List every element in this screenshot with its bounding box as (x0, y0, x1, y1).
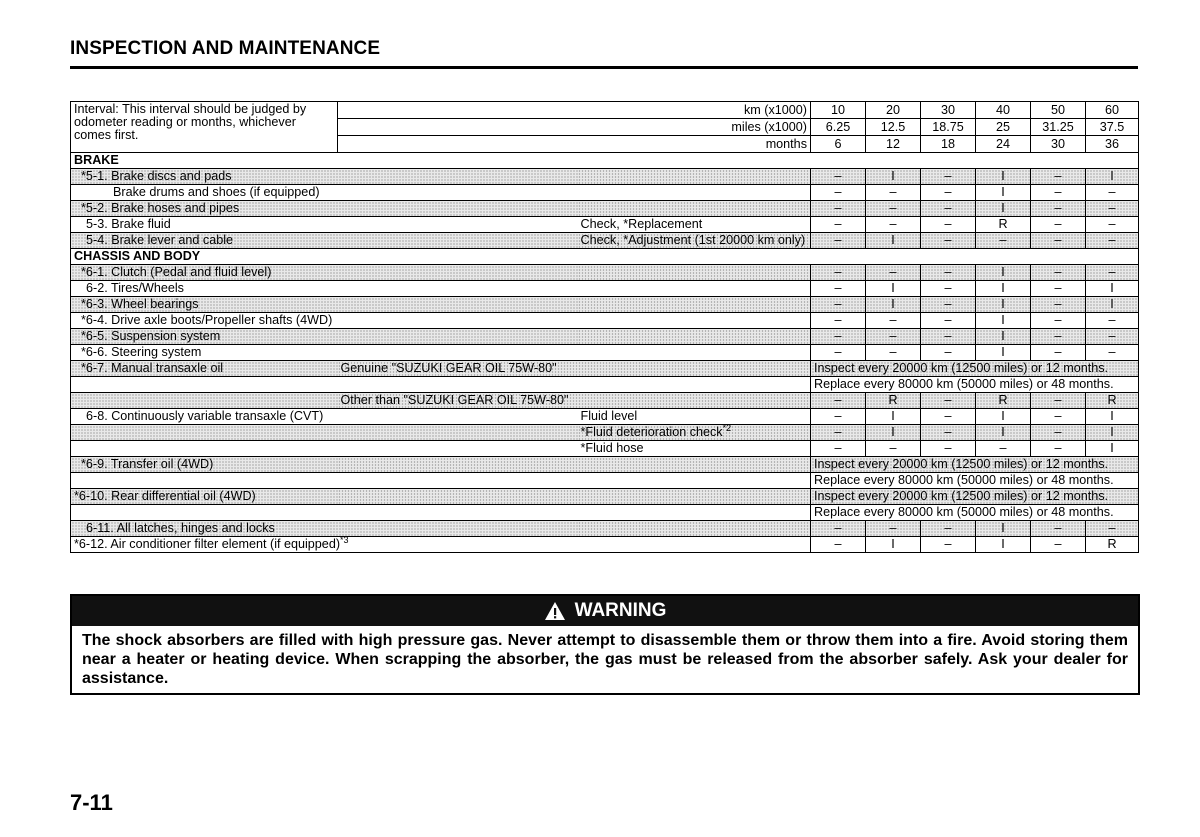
interval-value: – (811, 521, 866, 537)
schedule-row (71, 489, 1139, 505)
item-note (578, 233, 811, 249)
interval-value: – (811, 537, 866, 553)
interval-value: – (1031, 521, 1086, 537)
item-label-text: 6-11. All latches, hinges and locks (86, 521, 275, 535)
km-cell: 50 (1031, 102, 1086, 119)
item-label (71, 377, 338, 393)
item-label (71, 233, 578, 249)
item-label (71, 393, 338, 409)
oil-spec (338, 473, 811, 489)
km-cell: 10 (811, 102, 866, 119)
section-label: BRAKE (71, 153, 1139, 169)
schedule-row (71, 297, 1139, 313)
item-note (578, 297, 811, 313)
item-label-text: *6-6. Steering system (81, 345, 202, 359)
interval-value: – (1031, 281, 1086, 297)
interval-value: I (976, 281, 1031, 297)
schedule-row (71, 313, 1139, 329)
interval-value: R (1086, 537, 1139, 553)
interval-value: I (976, 329, 1031, 345)
interval-value: I (1086, 409, 1139, 425)
schedule-row (71, 409, 1139, 425)
oil-spec (338, 505, 811, 521)
interval-value: – (811, 313, 866, 329)
miles-cell: 37.5 (1086, 119, 1139, 136)
interval-value: I (1086, 297, 1139, 313)
months-cell: 6 (811, 136, 866, 153)
interval-value: – (1031, 313, 1086, 329)
interval-value: I (976, 409, 1031, 425)
item-label (71, 537, 578, 553)
interval-value: – (866, 217, 921, 233)
section-row (71, 153, 1139, 169)
interval-value: I (1086, 425, 1139, 441)
maintenance-schedule-table (70, 101, 1139, 553)
interval-value: – (1086, 313, 1139, 329)
section-label: CHASSIS AND BODY (71, 249, 1139, 265)
interval-value: – (1031, 393, 1086, 409)
interval-value: I (866, 233, 921, 249)
interval-value: – (1031, 425, 1086, 441)
interval-value: – (921, 265, 976, 281)
interval-value: – (921, 537, 976, 553)
interval-value: – (921, 441, 976, 457)
km-cell: 40 (976, 102, 1031, 119)
interval-value: – (921, 169, 976, 185)
item-label (71, 217, 578, 233)
interval-value: I (866, 169, 921, 185)
warning-header (72, 596, 1138, 626)
item-label-text: *6-7. Manual transaxle oil (81, 361, 224, 375)
oil-spec (338, 489, 811, 505)
oil-spec (338, 377, 811, 393)
interval-value: – (811, 185, 866, 201)
interval-value: – (866, 313, 921, 329)
months-cell: 18 (921, 136, 976, 153)
interval-value: – (921, 521, 976, 537)
interval-value: – (811, 425, 866, 441)
interval-value: – (1031, 217, 1086, 233)
warning-triangle-icon (544, 601, 566, 621)
interval-value: R (976, 393, 1031, 409)
interval-value: – (921, 329, 976, 345)
item-label (71, 169, 578, 185)
item-label-text: 6-8. Continuously variable transaxle (CVT) (86, 409, 324, 423)
interval-value: – (921, 185, 976, 201)
interval-value: – (921, 393, 976, 409)
schedule-row (71, 425, 1139, 441)
footnote-mark: *2 (722, 424, 732, 433)
interval-value: – (811, 169, 866, 185)
interval-value: – (921, 409, 976, 425)
interval-value: – (976, 441, 1031, 457)
item-note (578, 441, 811, 457)
page-header (70, 38, 1138, 69)
interval-value: I (976, 297, 1031, 313)
interval-note: Interval: This interval should be judged by odometer reading or months, whichever comes first. (71, 102, 338, 153)
miles-cell: 12.5 (866, 119, 921, 136)
interval-value: – (1031, 201, 1086, 217)
item-note (578, 201, 811, 217)
interval-text: Replace every 80000 km (50000 miles) or 48 months. (811, 505, 1139, 521)
miles-cell: 18.75 (921, 119, 976, 136)
interval-value: – (976, 233, 1031, 249)
interval-value: – (1031, 441, 1086, 457)
months-cell: 24 (976, 136, 1031, 153)
interval-value: – (866, 329, 921, 345)
interval-text: Inspect every 20000 km (12500 miles) or 12 months. (811, 489, 1139, 505)
months-cell: 12 (866, 136, 921, 153)
item-label-text: 5-4. Brake lever and cable (86, 233, 234, 247)
item-label (71, 185, 578, 201)
item-label (71, 441, 578, 457)
km-cell: 30 (921, 102, 976, 119)
schedule-row (71, 361, 1139, 377)
interval-text: Replace every 80000 km (50000 miles) or 48 months. (811, 377, 1139, 393)
interval-value: – (1086, 185, 1139, 201)
schedule-row (71, 217, 1139, 233)
interval-value: I (976, 313, 1031, 329)
schedule-row (71, 329, 1139, 345)
interval-value: – (1086, 233, 1139, 249)
item-label-text: *6-3. Wheel bearings (81, 297, 199, 311)
item-note-text: Fluid level (580, 409, 638, 423)
interval-value: – (866, 201, 921, 217)
page-number: 7-11 (70, 790, 113, 815)
interval-value: I (976, 345, 1031, 361)
schedule-row (71, 441, 1139, 457)
schedule-row (71, 233, 1139, 249)
interval-value: I (976, 201, 1031, 217)
interval-value: – (1031, 185, 1086, 201)
months-cell: 30 (1031, 136, 1086, 153)
interval-text: Inspect every 20000 km (12500 miles) or 12 months. (811, 361, 1139, 377)
warning-text: The shock absorbers are filled with high pressure gas. Never attempt to disassemble them or throw them into a fire. Avoid storing them near a heater or heating device. When scrapping the absorber, the gas must be released from the absorber safely. Ask your dealer for assistance. (82, 632, 1128, 687)
interval-value: R (976, 217, 1031, 233)
interval-value: – (1086, 201, 1139, 217)
item-label (71, 505, 338, 521)
schedule-row (71, 281, 1139, 297)
item-label (71, 313, 578, 329)
interval-value: – (866, 265, 921, 281)
item-label-text: *6-5. Suspension system (81, 329, 221, 343)
item-label (71, 345, 578, 361)
warning-box (70, 594, 1140, 695)
interval-value: – (811, 393, 866, 409)
interval-value: – (1031, 265, 1086, 281)
interval-value: – (1031, 329, 1086, 345)
interval-value: – (921, 217, 976, 233)
interval-value: – (921, 233, 976, 249)
item-note (578, 169, 811, 185)
interval-value: – (866, 345, 921, 361)
schedule-row (71, 201, 1139, 217)
interval-value: – (921, 313, 976, 329)
interval-value: – (1086, 521, 1139, 537)
interval-value: – (1031, 345, 1086, 361)
item-note (578, 537, 811, 553)
interval-value: I (976, 425, 1031, 441)
unit-miles: miles (x1000) (338, 119, 811, 136)
interval-value: – (1086, 329, 1139, 345)
interval-value: R (1086, 393, 1139, 409)
interval-value: – (811, 409, 866, 425)
item-label (71, 521, 578, 537)
item-note-text: *Fluid deterioration check (580, 425, 723, 439)
interval-value: – (1031, 297, 1086, 313)
schedule-row (71, 169, 1139, 185)
interval-value: – (921, 297, 976, 313)
interval-value: – (811, 441, 866, 457)
item-label-text: *6-12. Air conditioner filter element (if equipped) (74, 537, 341, 551)
section-title: INSPECTION AND MAINTENANCE (70, 38, 381, 59)
item-note-text: Check, *Adjustment (1st 20000 km only) (580, 233, 806, 247)
interval-value: – (921, 281, 976, 297)
item-note (578, 217, 811, 233)
interval-value: R (866, 393, 921, 409)
interval-value: – (1086, 345, 1139, 361)
schedule-row (71, 185, 1139, 201)
oil-spec: Other than "SUZUKI GEAR OIL 75W-80" (338, 393, 811, 409)
km-cell: 60 (1086, 102, 1139, 119)
interval-value: I (866, 425, 921, 441)
item-label-text: *6-9. Transfer oil (4WD) (81, 457, 214, 471)
interval-value: I (1086, 169, 1139, 185)
footnote-mark: *3 (340, 536, 349, 545)
schedule-row (71, 473, 1139, 489)
warning-title: WARNING (574, 600, 667, 621)
item-label-text: *5-2. Brake hoses and pipes (81, 201, 240, 215)
item-label (71, 473, 338, 489)
unit-months: months (338, 136, 811, 153)
item-note (578, 329, 811, 345)
interval-value: – (1031, 537, 1086, 553)
interval-value: I (1086, 441, 1139, 457)
months-cell: 36 (1086, 136, 1139, 153)
interval-value: – (811, 281, 866, 297)
item-note (578, 521, 811, 537)
interval-value: I (866, 297, 921, 313)
item-note (578, 185, 811, 201)
interval-text: Inspect every 20000 km (12500 miles) or 12 months. (811, 457, 1139, 473)
miles-cell: 25 (976, 119, 1031, 136)
interval-value: – (811, 217, 866, 233)
unit-km: km (x1000) (338, 102, 811, 119)
schedule-row (71, 537, 1139, 553)
interval-value: I (976, 265, 1031, 281)
miles-cell: 31.25 (1031, 119, 1086, 136)
item-label (71, 457, 338, 473)
item-label (71, 329, 578, 345)
interval-value: I (976, 169, 1031, 185)
item-label-text: Brake drums and shoes (if equipped) (113, 185, 320, 199)
interval-value: – (1086, 265, 1139, 281)
item-label (71, 409, 578, 425)
interval-value: – (811, 265, 866, 281)
interval-value: – (921, 425, 976, 441)
interval-value: I (866, 537, 921, 553)
header-row-km (71, 102, 1139, 119)
item-label-text: 5-3. Brake fluid (86, 217, 171, 231)
interval-value: I (976, 185, 1031, 201)
interval-value: – (866, 441, 921, 457)
interval-value: – (811, 329, 866, 345)
schedule-row (71, 457, 1139, 473)
item-note (578, 425, 811, 441)
interval-value: – (1031, 409, 1086, 425)
schedule-row (71, 505, 1139, 521)
km-cell: 20 (866, 102, 921, 119)
miles-cell: 6.25 (811, 119, 866, 136)
item-label-text: *6-1. Clutch (Pedal and fluid level) (81, 265, 272, 279)
item-note (578, 265, 811, 281)
item-label (71, 425, 578, 441)
interval-value: I (976, 521, 1031, 537)
item-label-text: 6-2. Tires/Wheels (86, 281, 184, 295)
item-label (71, 281, 578, 297)
item-label-text: *6-10. Rear differential oil (4WD) (74, 489, 256, 503)
item-label-text: *5-1. Brake discs and pads (81, 169, 232, 183)
item-note-text: *Fluid hose (580, 441, 644, 455)
item-note (578, 345, 811, 361)
item-label (71, 361, 338, 377)
interval-value: I (976, 537, 1031, 553)
interval-value: – (921, 201, 976, 217)
interval-value: – (811, 345, 866, 361)
schedule-row (71, 521, 1139, 537)
item-label (71, 297, 578, 313)
interval-value: – (921, 345, 976, 361)
item-note-text: Check, *Replacement (580, 217, 703, 231)
item-note (578, 313, 811, 329)
item-note (578, 281, 811, 297)
oil-spec: Genuine "SUZUKI GEAR OIL 75W-80" (338, 361, 811, 377)
interval-value: – (811, 297, 866, 313)
interval-value: – (811, 201, 866, 217)
oil-spec (338, 457, 811, 473)
interval-value: – (1031, 169, 1086, 185)
schedule-row (71, 377, 1139, 393)
item-note (578, 409, 811, 425)
interval-value: – (866, 521, 921, 537)
interval-value: I (1086, 281, 1139, 297)
interval-value: – (866, 185, 921, 201)
interval-value: – (1086, 217, 1139, 233)
interval-value: – (811, 233, 866, 249)
interval-value: – (1031, 233, 1086, 249)
schedule-row (71, 393, 1139, 409)
item-label-text: *6-4. Drive axle boots/Propeller shafts (4WD) (81, 313, 333, 327)
schedule-row (71, 265, 1139, 281)
item-label (71, 489, 338, 505)
interval-value: I (866, 409, 921, 425)
interval-text: Replace every 80000 km (50000 miles) or 48 months. (811, 473, 1139, 489)
item-label (71, 265, 578, 281)
item-label (71, 201, 578, 217)
schedule-row (71, 345, 1139, 361)
interval-value: I (866, 281, 921, 297)
section-row (71, 249, 1139, 265)
